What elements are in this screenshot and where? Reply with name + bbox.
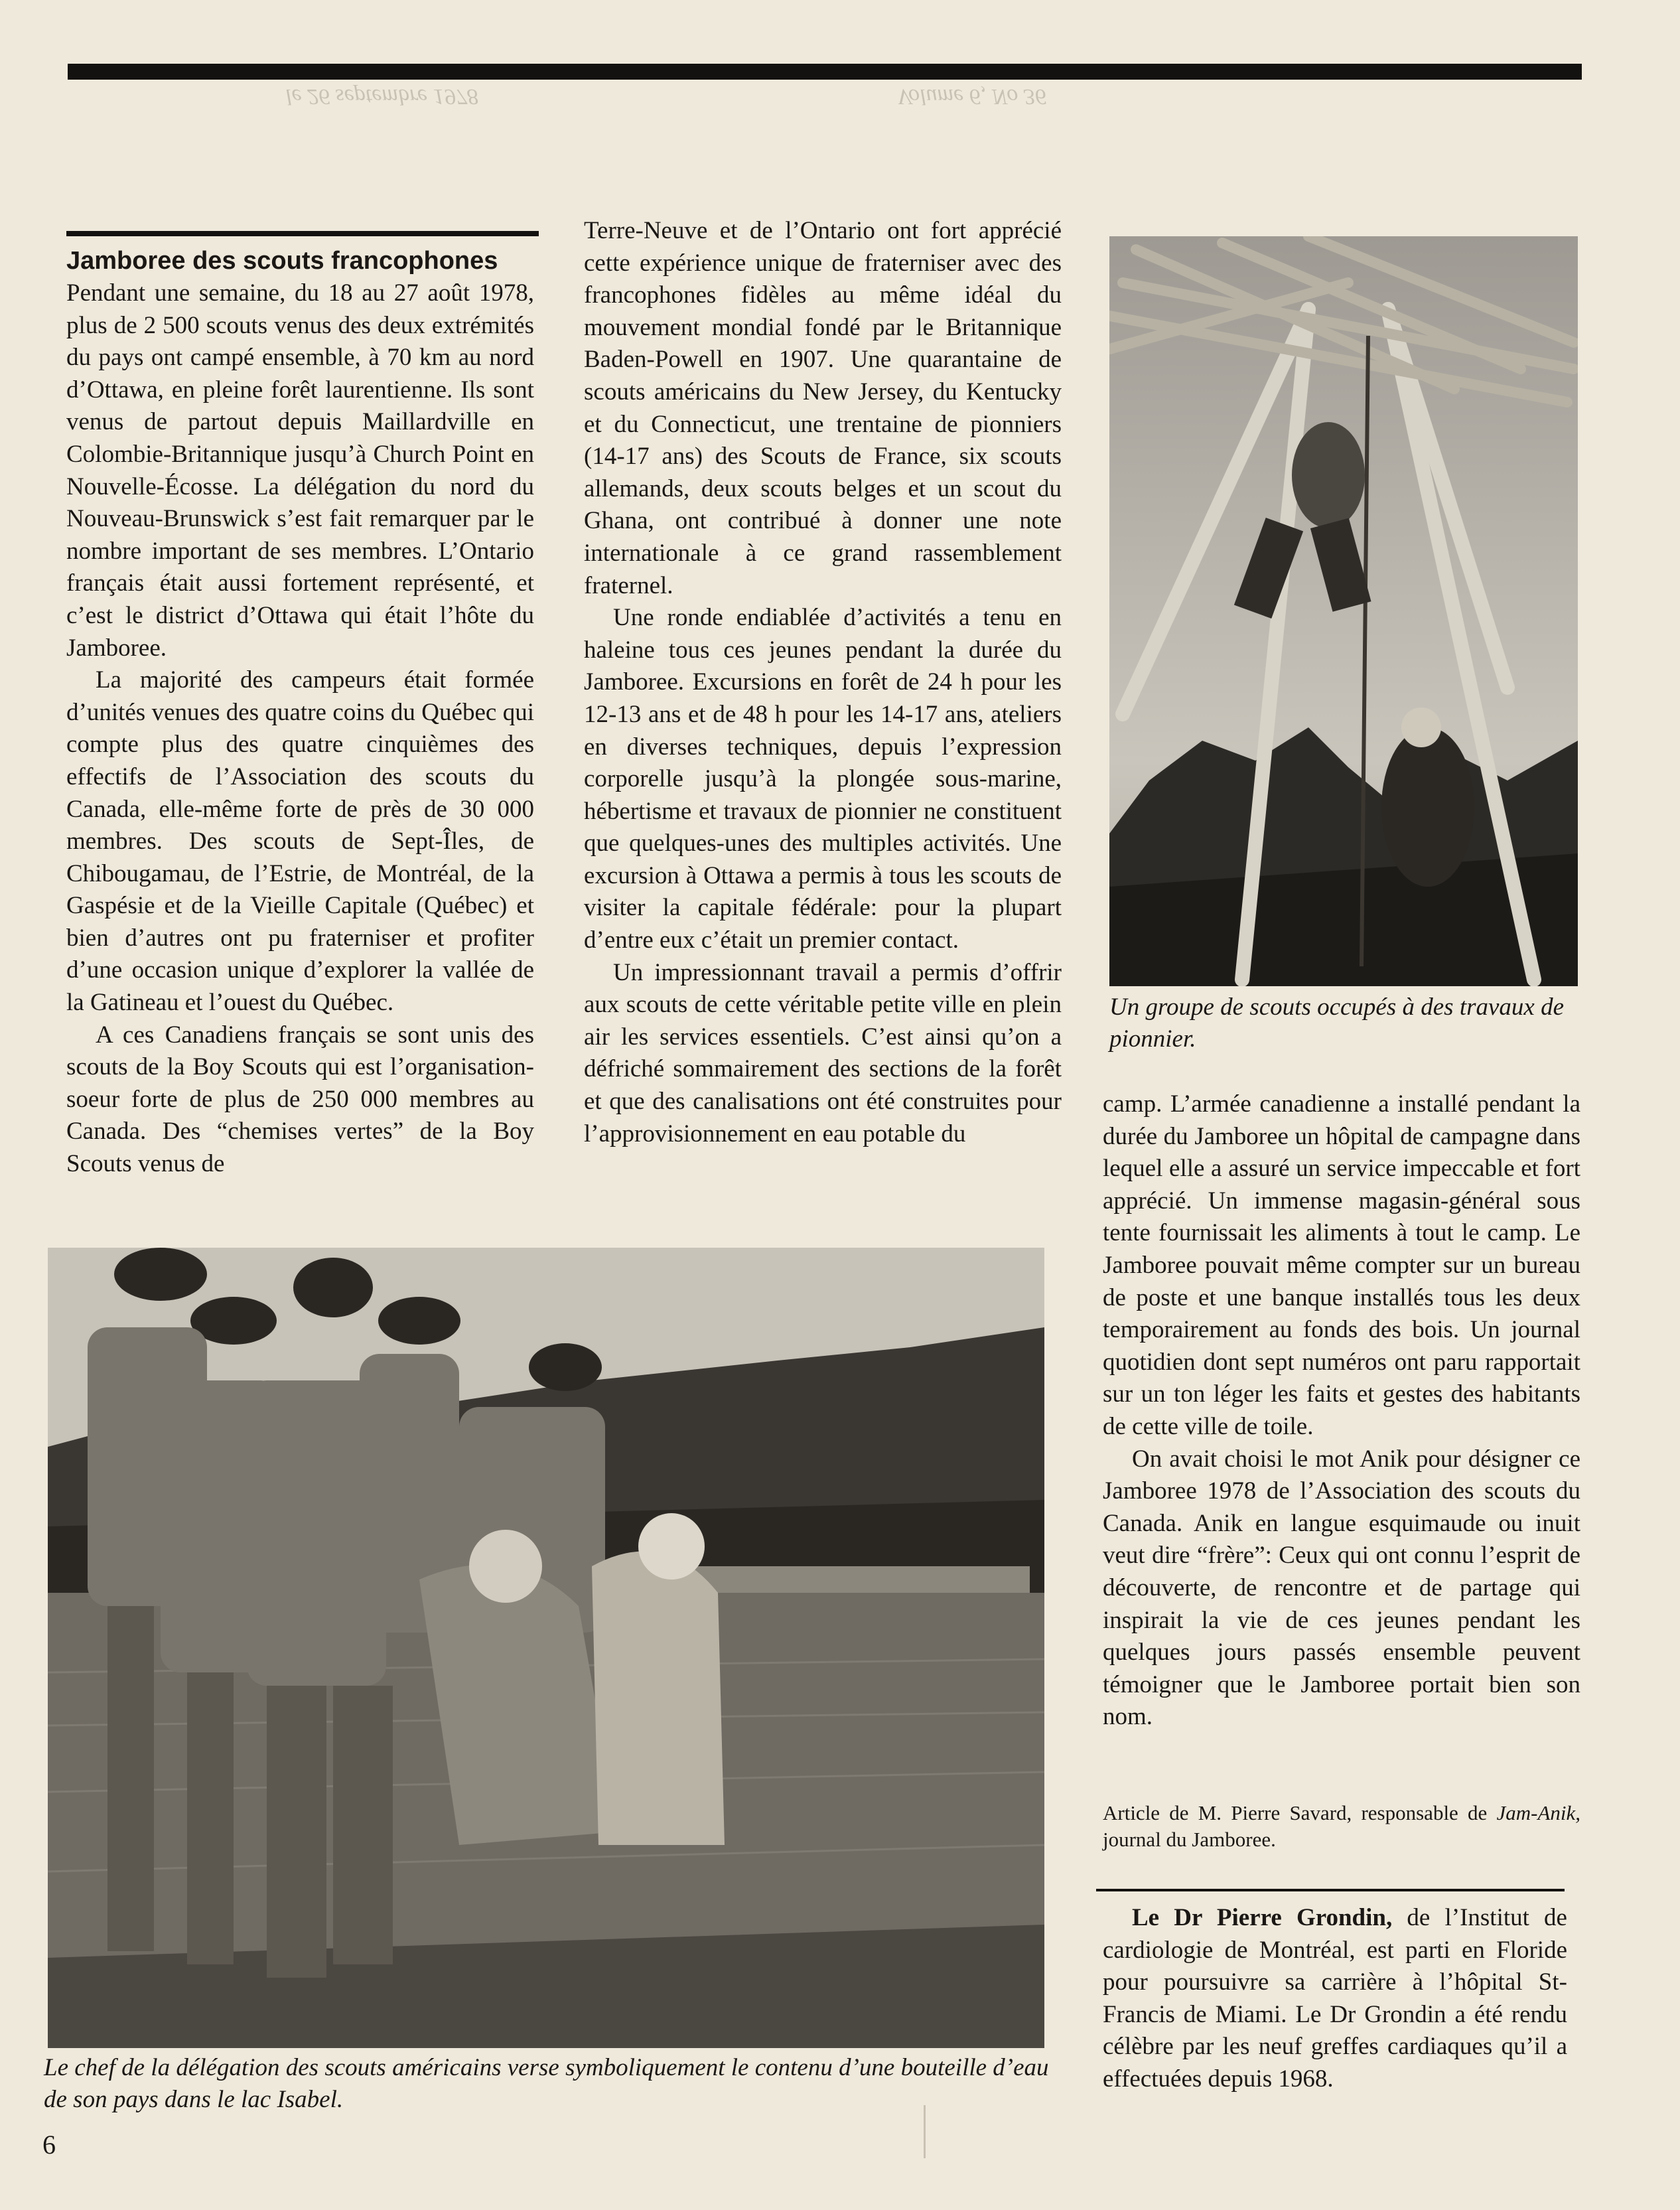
news-lead: Le Dr Pierre Grondin, [1132,1904,1393,1931]
news-body: de l’Institut de cardiologie de Montréal, est parti en Floride pour poursuivre sa carrière à l’hôpital St-Francis de Miami. Le Dr Grondin a été rendu célèbre par les neuf greffes cardiaques qu’il a effectuées depuis 1968. [1103,1904,1567,2093]
page-fold-mark [924,2105,926,2158]
section-rule [66,231,539,236]
article-title: Jamboree des scouts francophones [66,247,498,275]
photo-scouts-at-lake [48,1248,1044,2048]
photo-top-caption: Un groupe de scouts occupés à des travaux de pionnier. [1109,994,1565,1053]
paragraph: La majorité des campeurs était formée d’unités venues des quatre coins du Québec qui compte plus des quatre cinquièmes des effectifs de l’Association des scouts du Canada, elle-même forte de près de 30 000 membres. Des scouts de Sept-Îles, de Chibougamau, de l’Estrie, de Montréal, de la Gaspésie et de la Vieille Capitale (Québec) et bien d’autres ont pu fraterniser et profiter d’une occasion unique d’explorer la vallée de la Gatineau et l’ouest du Québec. [66,666,534,1017]
news-rule [1096,1889,1565,1891]
photo-pioneering-tower [1109,236,1578,986]
page-number: 6 [42,2130,56,2160]
photo-scouts-at-lake-image [48,1248,1044,2048]
paragraph: A ces Canadiens français se sont unis des scouts de la Boy Scouts qui est l’organisation-soeur forte de plus de 250 000 membres au Canada. Des “chemises vertes” de la Boy Scouts venus de [66,1021,534,1178]
paragraph: Une ronde endiablée d’activités a tenu en haleine tous ces jeunes pendant la durée du Jamboree. Excursions en forêt de 24 h pour les 12-13 ans et de 48 h pour les 14-17 ans, ateliers en diverses techniques, depuis l’expression corporelle jusqu’à la plongée sous-marine, hébertisme et travaux de pionnier ne constituent que quelques-unes des multiples activités. Une excursion à Ottawa a permis à tous les scouts de visiter la capitale fédérale: pour la plupart d’entre eux c’était un premier contact. [584,604,1062,954]
photo-pioneering-tower-image [1109,236,1578,986]
news-brief [1103,1902,1567,2096]
paragraph: camp. L’armée canadienne a installé pendant la durée du Jamboree un hôpital de campagne dans lequel elle a assuré un service impeccable et fort apprécié. Un immense magasin-général sous tente fournissait les aliments à tout le camp. Le Jamboree pouvait même compter sur un bureau de poste et une banque installés tous les deux temporairement au fonds des bois. Un journal quotidien dont sept numéros ont paru rapportait sur un ton léger les faits et gestes des habitants de cette ville de toile. [1103,1090,1580,1440]
paragraph: Un impressionnant travail a permis d’offrir aux scouts de cette véritable petite ville en plein air les services essentiels. C’est ainsi qu’on a défriché sommairement des sections de la forêt et que des canalisations ont été construites pour l’approvisionnement en eau potable du [584,958,1062,1147]
article-column-1 [66,277,534,1181]
paragraph: On avait choisi le mot Anik pour désigner ce Jamboree 1978 de l’Association des scouts du Canada. Anik en langue esquimaude ou inuit veut dire “frère”: Ceux qui ont connu l’esprit de découverte, de rencontre et de partage qui inspirait la vie de ces jeunes pendant les quelques jours passés ensemble peuvent témoigner que le Jamboree portait bien son nom. [1103,1445,1580,1731]
article-column-3 [1103,1088,1580,1733]
article-column-2 [584,215,1062,1150]
header-rule [68,64,1582,80]
bleed-through-volume: Volume 6, No 36 [897,84,1046,109]
paragraph: Terre-Neuve et de l’Ontario ont fort apprécié cette expérience unique de fraterniser avec des francophones fidèles au même idéal du mouvement mondial fondé par le Britannique Baden-Powell en 1907. Une quarantaine de scouts américains du New Jersey, du Kentucky et du Connecticut, une trentaine de pionniers (14-17 ans) des Scouts de France, six scouts allemands, deux scouts belges et un scout du Ghana, ont contribué à donner une note internationale à ce grand rassemblement fraternel. [584,217,1062,599]
paragraph: Pendant une semaine, du 18 au 27 août 1978, plus de 2 500 scouts venus des deux extrémités du pays ont campé ensemble, à 70 km au nord d’Ottawa, en pleine forêt laurentienne. Ils sont venus de partout depuis Maillardville en Colombie-Britannique jusqu’à Church Point en Nouvelle-Écosse. La délégation du nord du Nouveau-Brunswick s’est fait remarquer par le nombre important de ses membres. L’Ontario français était aussi fortement représenté, et c’est le district d’Ottawa qui était l’hôte du Jamboree. [66,279,534,662]
article-credit: Article de M. Pierre Savard, responsable de Jam-Anik, journal du Jamboree. [1103,1801,1581,1851]
credit-journal-name: Jam-Anik, [1496,1801,1581,1824]
bleed-through-date: le 26 septembre 1978 [285,84,478,109]
photo-bottom-caption: Le chef de la délégation des scouts américains verse symboliquement le contenu d’une bouteille d’eau de son pays dans le lac Isabel. [44,2054,1049,2113]
